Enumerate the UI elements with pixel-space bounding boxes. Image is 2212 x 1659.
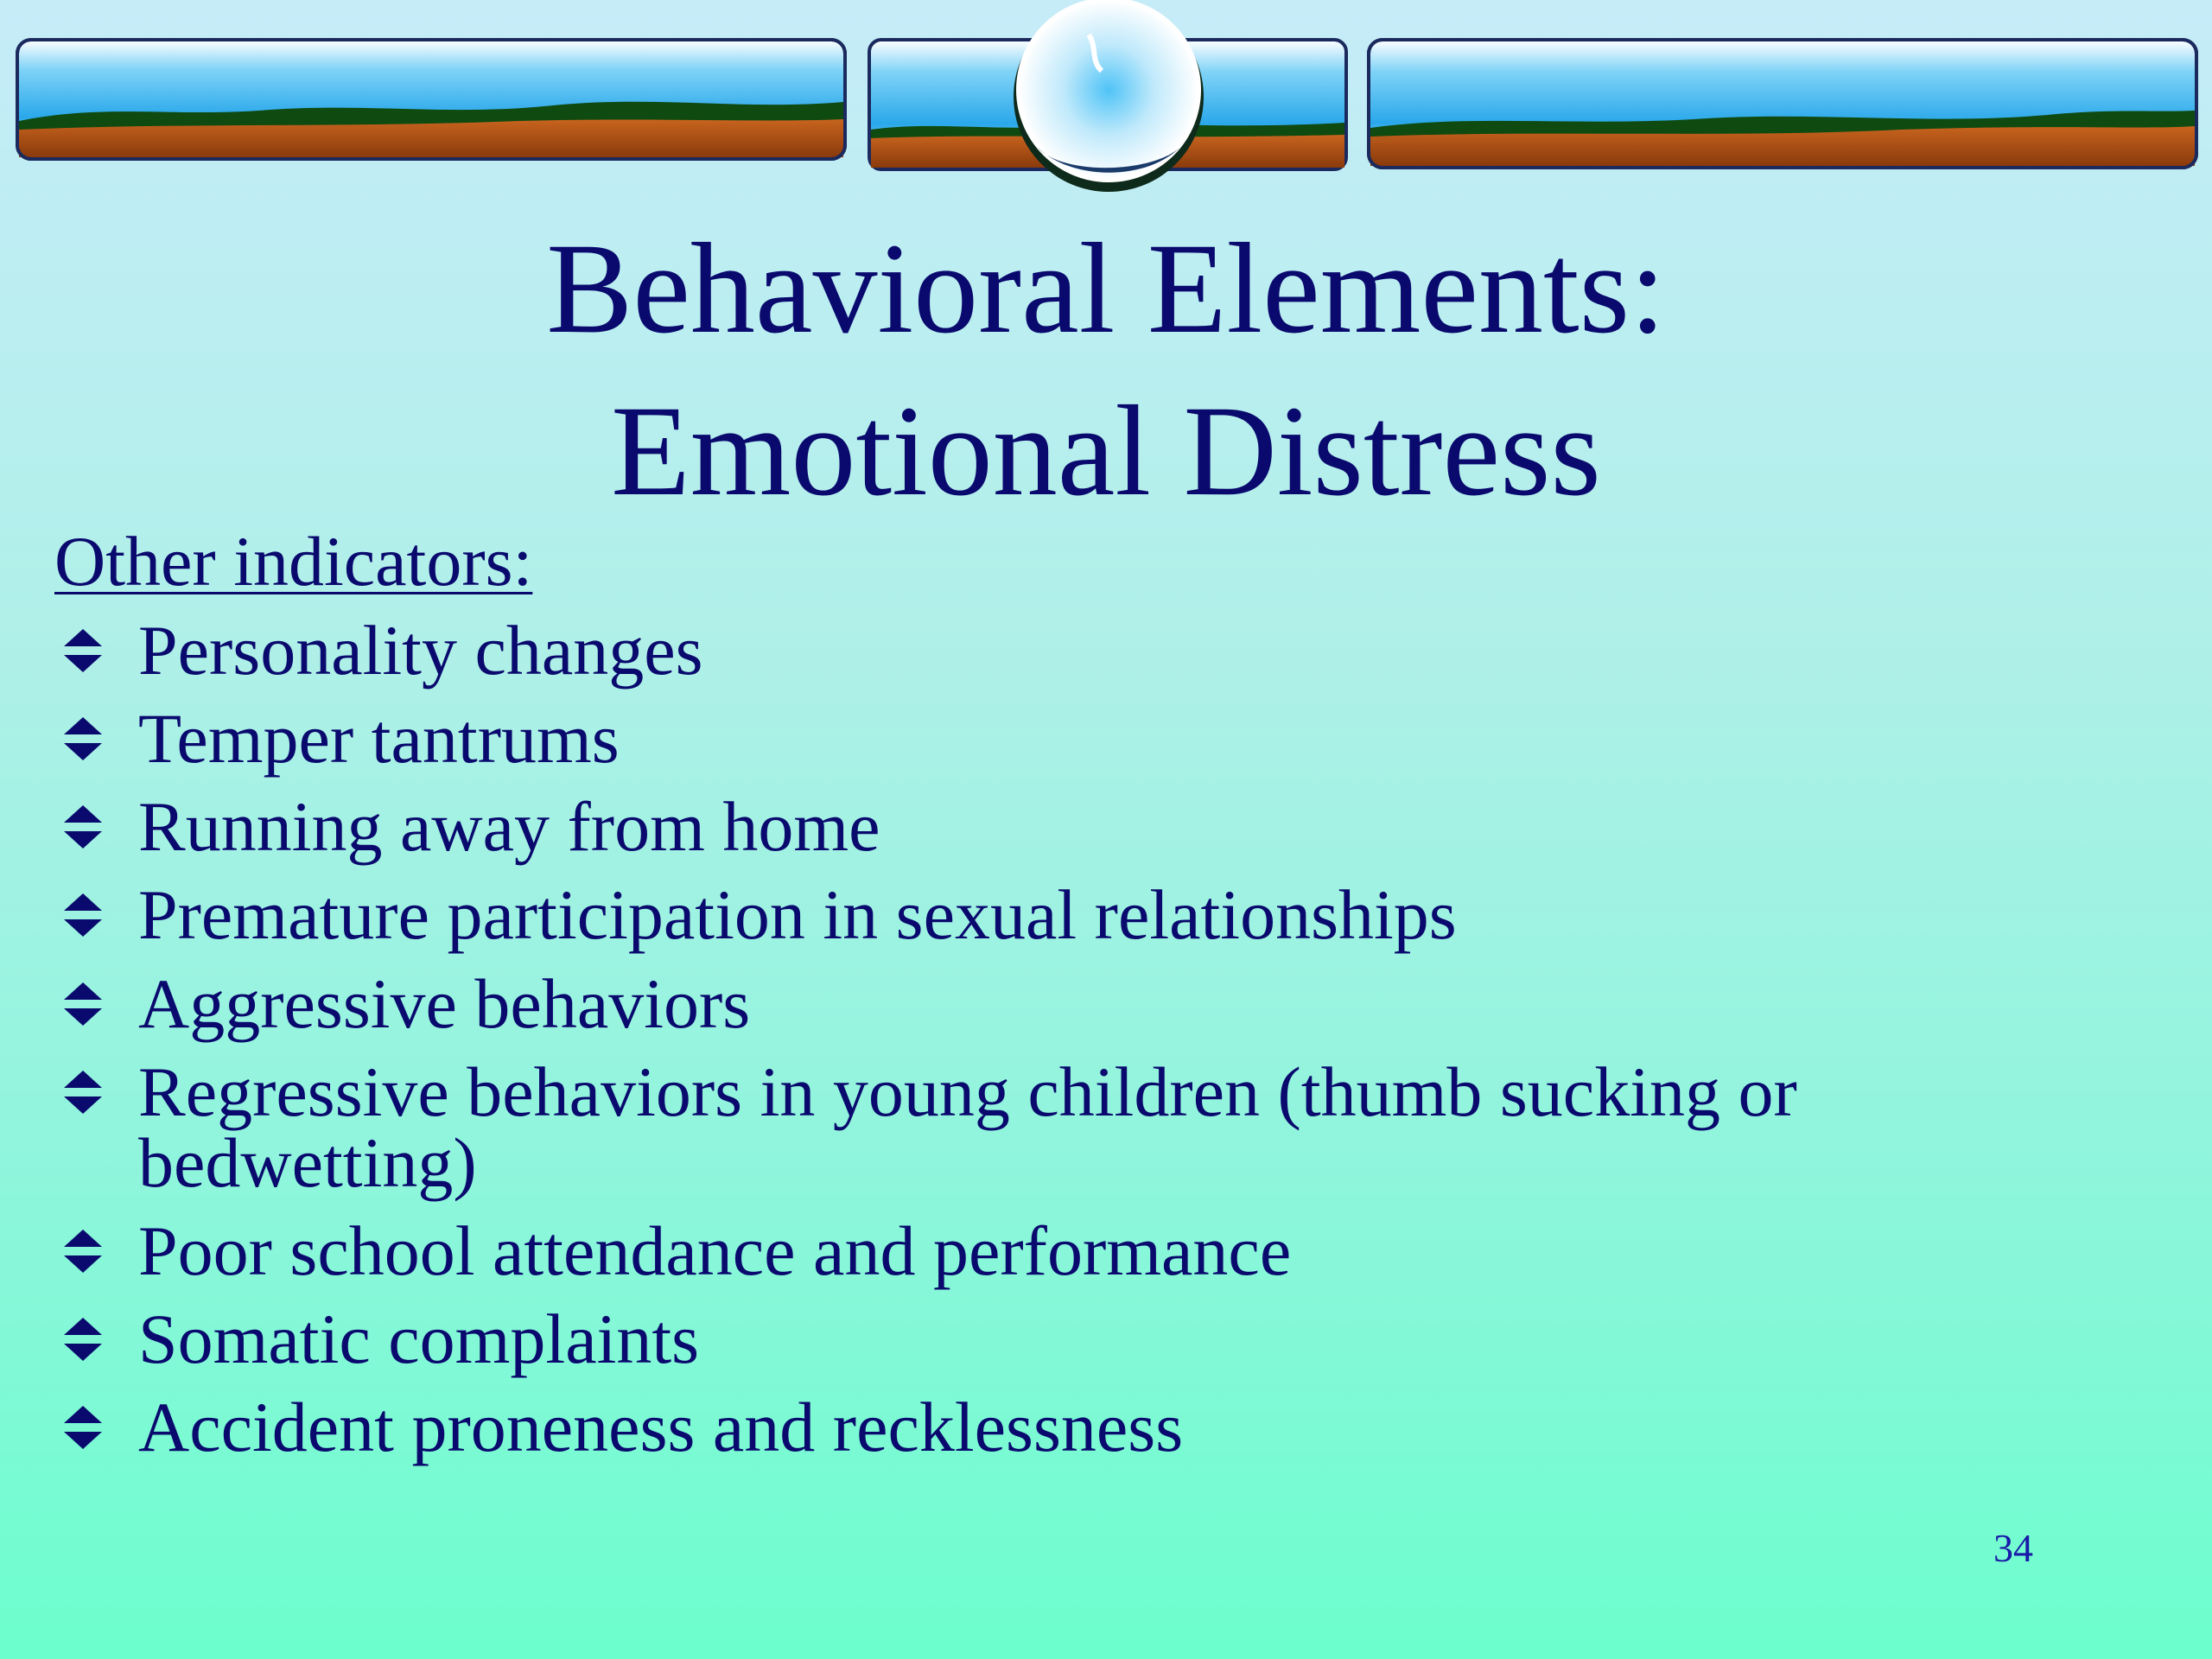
bullet-text: Regressive behaviors in young children (thumb sucking or bedwetting) <box>138 1052 1797 1202</box>
diamond-arrow-icon <box>64 629 102 672</box>
slide-title-line-2: Emotional Distress <box>611 379 1601 523</box>
diamond-arrow-icon <box>64 893 102 937</box>
diamond-arrow-icon <box>64 982 102 1026</box>
diamond-arrow-icon <box>64 717 102 760</box>
diamond-arrow-icon <box>64 1071 102 1114</box>
bullet-text: Accident proneness and recklessness <box>138 1388 1184 1466</box>
slide-title-line-1: Behavioral Elements: <box>546 217 1666 360</box>
diamond-arrow-icon <box>64 1406 102 1449</box>
bullet-text: Temper tantrums <box>138 699 620 778</box>
diamond-arrow-icon <box>64 805 102 849</box>
bullet-text: Somatic complaints <box>138 1300 700 1378</box>
page-number: 34 <box>1993 1526 2033 1570</box>
subheading: Other indicators: <box>54 522 533 601</box>
bullet-text: Running away from home <box>138 787 880 866</box>
bullet-text: Aggressive behaviors <box>138 964 751 1043</box>
bullet-text: Personality changes <box>138 611 703 690</box>
diamond-arrow-icon <box>64 1230 102 1273</box>
bullet-text: Premature participation in sexual relationships <box>138 875 1457 954</box>
bullet-text: Poor school attendance and performance <box>138 1211 1292 1290</box>
diamond-arrow-icon <box>64 1318 102 1361</box>
